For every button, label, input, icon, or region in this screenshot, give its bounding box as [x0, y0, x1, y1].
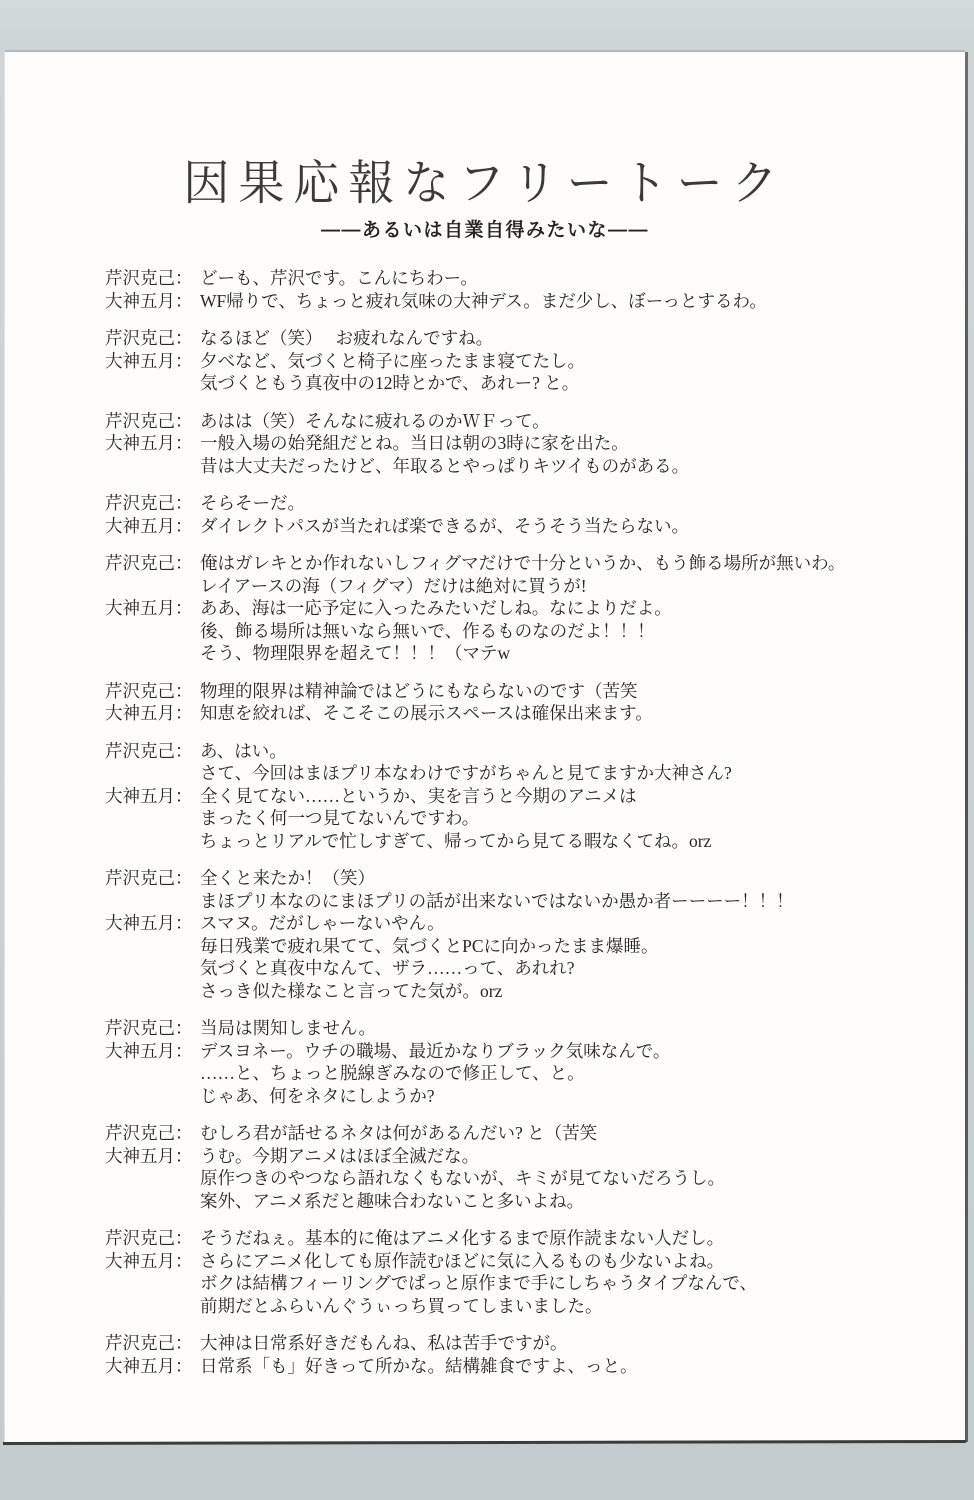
dialogue-line [105, 1017, 935, 1040]
dialogue-text: 夕べなど、気づくと椅子に座ったまま寝てたし。 [200, 350, 585, 371]
speaker-label: 大神五月： [105, 350, 193, 371]
dialogue-line [105, 1227, 935, 1250]
dialogue-line [105, 1190, 935, 1213]
speaker-label: 大神五月： [105, 785, 193, 806]
speaker-label [105, 935, 200, 958]
speaker-label: 大神五月： [105, 703, 193, 723]
speaker-label: 芹沢克己： [105, 1018, 193, 1038]
dialogue-text: ああ、海は一応予定に入ったみたいだしね。なによりだよ。 [200, 598, 672, 618]
dialogue-text: なるほど（笑） お疲れなんですね。 [200, 328, 494, 348]
dialogue-text: 俺はガレキとか作れないしフィグマだけで十分というか、もう飾る場所が無いわ。 [200, 553, 846, 573]
scanned-page [4, 50, 965, 1442]
dialogue-text: うむ。今期アニメはほぼ全滅だな。 [200, 1145, 480, 1166]
speaker-label [105, 830, 200, 853]
speaker-label [105, 1190, 200, 1213]
speaker-label [105, 1272, 200, 1295]
dialogue-text: あはは（笑）そんなに疲れるのかＷＦって。 [200, 410, 550, 431]
dialogue-line [105, 980, 935, 1003]
speaker-label [105, 890, 200, 913]
dialogue-text: 前期だとふらいんぐうぃっち買ってしまいました。 [200, 1295, 603, 1316]
dialogue-line [105, 327, 935, 350]
dialogue-text: 気づくと真夜中なんて、ザラ……って、あれれ? [200, 958, 575, 978]
speaker-label [105, 980, 200, 1003]
speaker-label: 大神五月： [105, 1250, 193, 1271]
speaker-label: 芹沢克己： [105, 680, 193, 701]
speaker-label: 芹沢克己： [105, 1228, 193, 1248]
dialogue-block [105, 1227, 935, 1317]
dialogue-line [105, 740, 935, 763]
speaker-label: 芹沢克己： [105, 1333, 193, 1353]
dialogue-text: どーも、芹沢です。こんにちわー。 [200, 268, 478, 288]
dialogue-line [105, 830, 935, 853]
dialogue-text: 毎日残業で疲れ果てて、気づくとPCに向かったまま爆睡。 [200, 935, 659, 956]
dialogue-text: 全く見てない……というか、実を言うと今期のアニメは [200, 785, 637, 806]
dialogue-text: 当局は関知しません。 [200, 1018, 377, 1038]
dialogue-line [105, 1145, 935, 1168]
speaker-label [105, 1062, 200, 1085]
dialogue-line [105, 515, 935, 538]
paper-bottom-edge [3, 1440, 966, 1445]
dialogue-line [105, 957, 935, 980]
dialogue-text: ボクは結構フィーリングでぱっと原作まで手にしちゃうタイプなんで、 [200, 1273, 758, 1293]
dialogue-text: 昔は大丈夫だったけど、年取るとやっぱりキツイものがある。 [200, 455, 690, 476]
speaker-label [105, 957, 200, 980]
dialogue-text: 案外、アニメ系だと趣味合わないこと多いよね。 [200, 1190, 585, 1211]
dialogue-line [105, 290, 935, 313]
dialogue-block [105, 1122, 935, 1212]
dialogue-line [105, 785, 935, 808]
page-subtitle: ――あるいは自業自得みたいな―― [320, 220, 649, 241]
dialogue-text: 後、飾る場所は無いなら無いで、作るものなのだよ！！！ [200, 620, 655, 641]
speaker-label: 大神五月： [105, 290, 193, 311]
dialogue-text: さっき似た様なこと言ってた気が。orz [200, 980, 503, 1001]
dialogue-text: まほプリ本なのにまほプリの話が出来ないではないか愚か者ーーーー！！！ [200, 890, 794, 911]
paper-right-edge [965, 52, 968, 1442]
dialogue-text: WF帰りで、ちょっと疲れ気味の大神デス。まだ少し、ぼーっとするわ。 [200, 290, 767, 311]
dialogue-line [105, 432, 935, 455]
dialogue-text: スマヌ。だがしゃーないやん。 [200, 913, 445, 933]
dialogue-text: さて、今回はまほプリ本なわけですがちゃんと見てますか大神さん? [200, 763, 732, 783]
dialogue-text: じゃあ、何をネタにしようか? [200, 1085, 435, 1106]
dialogue-block [105, 1017, 935, 1107]
dialogue-block [105, 867, 935, 1002]
dialogue-line [105, 1355, 935, 1378]
dialogue-line [105, 807, 935, 830]
speaker-label [105, 1085, 200, 1108]
dialogue-text: そうだねぇ。基本的に俺はアニメ化するまで原作読まない人だし。 [200, 1228, 725, 1248]
dialogue-line [105, 1250, 935, 1273]
dialogue-text: 大神は日常系好きだもんね、私は苦手ですが。 [200, 1333, 568, 1353]
dialogue-text: 原作つきのやつなら語れなくもないが、キミが見てないだろうし。 [200, 1168, 725, 1188]
speaker-label: 芹沢克己： [105, 328, 193, 348]
speaker-label: 芹沢克己： [105, 493, 193, 513]
dialogue-line [105, 552, 935, 575]
speaker-label [105, 575, 200, 598]
dialogue-block [105, 740, 935, 853]
dialogue-line [105, 1272, 935, 1295]
speaker-label: 芹沢克己： [105, 410, 193, 431]
speaker-label: 芹沢克己： [105, 868, 193, 888]
dialogue-line [105, 1122, 935, 1145]
dialogue-transcript [5, 267, 965, 1377]
dialogue-line [105, 575, 935, 598]
dialogue-line [105, 1167, 935, 1190]
speaker-label: 大神五月： [105, 1145, 193, 1166]
dialogue-block [105, 267, 935, 312]
dialogue-line [105, 1062, 935, 1085]
dialogue-block [105, 327, 935, 395]
dialogue-line [105, 410, 935, 433]
dialogue-text: あ、はい。 [200, 740, 287, 761]
dialogue-text: そう、物理限界を超えて！！！（マテw [200, 643, 511, 663]
speaker-label [105, 762, 200, 785]
dialogue-block [105, 410, 935, 478]
dialogue-text: ……と、ちょっと脱線ぎみなので修正して、と。 [200, 1063, 585, 1083]
dialogue-line [105, 455, 935, 478]
dialogue-line [105, 372, 935, 395]
dialogue-block [105, 552, 935, 665]
dialogue-text: 全くと来たか！（笑） [200, 868, 375, 888]
speaker-label: 大神五月： [105, 913, 193, 933]
dialogue-text: 知恵を絞れば、そこそこの展示スペースは確保出来ます。 [200, 703, 653, 723]
dialogue-block [105, 680, 935, 725]
dialogue-block [105, 1332, 935, 1377]
speaker-label: 大神五月： [105, 433, 193, 453]
dialogue-text: レイアースの海（フィグマ）だけは絶対に買うが! [200, 575, 587, 596]
speaker-label: 大神五月： [105, 1355, 193, 1376]
speaker-label: 芹沢克己： [105, 1123, 193, 1143]
dialogue-text: そらそーだ。 [200, 493, 305, 513]
dialogue-text: 一般入場の始発組だとね。当日は朝の3時に家を出た。 [200, 433, 629, 453]
speaker-label: 芹沢克己： [105, 740, 193, 761]
dialogue-text: ダイレクトパスが当たれば楽できるが、そうそう当たらない。 [200, 515, 689, 536]
speaker-label: 大神五月： [105, 598, 193, 618]
speaker-label: 大神五月： [105, 1040, 193, 1061]
dialogue-text: 日常系「も」好きって所かな。結構雑食ですよ、っと。 [200, 1355, 638, 1376]
dialogue-line [105, 267, 935, 290]
dialogue-line [105, 680, 935, 703]
speaker-label: 芹沢克己： [105, 553, 193, 573]
dialogue-line [105, 1332, 935, 1355]
dialogue-text: 気づくともう真夜中の12時とかで、あれー? と。 [200, 373, 580, 393]
dialogue-text: 物理的限界は精神論ではどうにもならないのです（苦笑 [200, 680, 638, 701]
speaker-label [105, 642, 200, 665]
dialogue-line [105, 492, 935, 515]
speaker-label [105, 620, 200, 643]
speaker-label [105, 455, 200, 478]
dialogue-line [105, 890, 935, 913]
speaker-label [105, 1167, 200, 1190]
speaker-label: 大神五月： [105, 515, 193, 536]
speaker-label: 芹沢克己： [105, 268, 193, 288]
dialogue-line [105, 762, 935, 785]
speaker-label [105, 1295, 200, 1318]
dialogue-line [105, 702, 935, 725]
dialogue-text: ちょっとリアルで忙しすぎて、帰ってから見てる暇なくてね。orz [200, 830, 712, 851]
dialogue-line [105, 867, 935, 890]
dialogue-line [105, 642, 935, 665]
page-title: 因果応報なフリートーク [183, 154, 787, 212]
dialogue-text: むしろ君が話せるネタは何があるんだい? と（苦笑 [200, 1123, 598, 1143]
dialogue-text: さらにアニメ化しても原作読むほどに気に入るものも少ないよね。 [200, 1250, 725, 1271]
dialogue-line [105, 912, 935, 935]
speaker-label [105, 807, 200, 830]
speaker-label [105, 372, 200, 395]
dialogue-line [105, 1040, 935, 1063]
dialogue-line [105, 935, 935, 958]
dialogue-line [105, 1295, 935, 1318]
dialogue-block [105, 492, 935, 537]
dialogue-text: デスヨネー。ウチの職場、最近かなりブラック気味なんで。 [200, 1040, 671, 1061]
dialogue-line [105, 597, 935, 620]
dialogue-line [105, 620, 935, 643]
dialogue-line [105, 1085, 935, 1108]
dialogue-text: まったく何一つ見てないんですわ。 [200, 808, 480, 828]
dialogue-line [105, 350, 935, 373]
